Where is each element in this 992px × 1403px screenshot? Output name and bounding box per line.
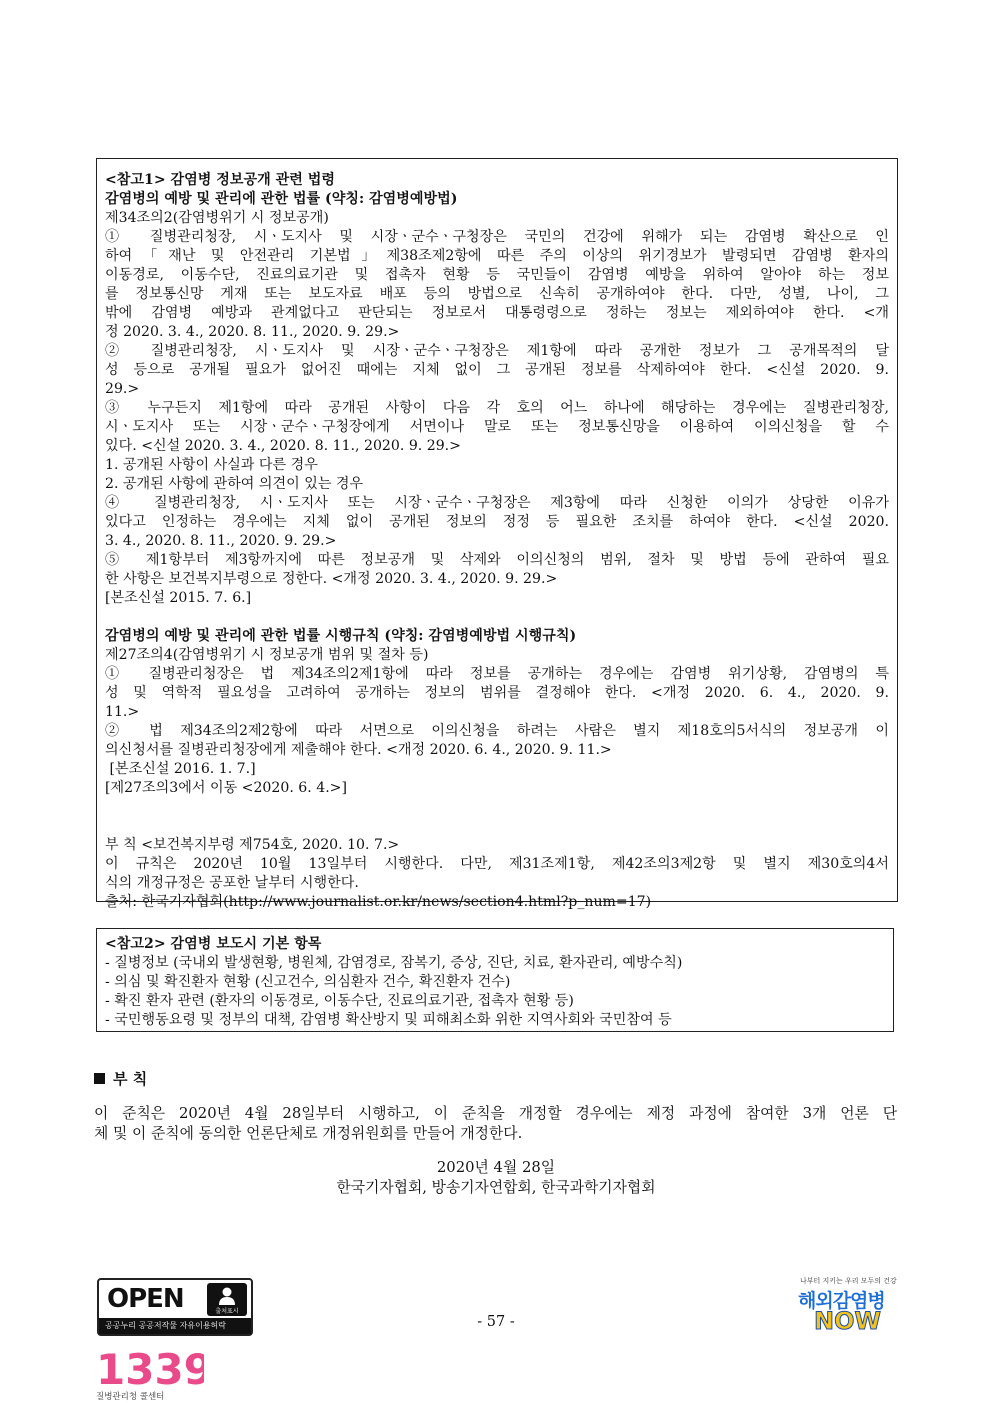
law1-article: 제34조의2(감염병위기 시 정보공개) — [105, 210, 329, 226]
law-line: 밖에 감염병 예방과 관계없다고 판단되는 정보로서 대통령령으로 정하는 정보는 제외하여야 한다. <개 — [105, 305, 889, 321]
ref1-title: <참고1> 감염병 정보공개 관련 법령 — [105, 172, 336, 188]
now-tagline: 나부터 지키는 우리 모두의 건강 — [800, 1277, 897, 1285]
ref2-title: <참고2> 감염병 보도시 기본 항목 — [105, 936, 322, 952]
supplement-body — [94, 1104, 897, 1144]
law-line: 한 사항은 보건복지부령으로 정한다. <개정 2020. 3. 4., 2020. 9. 29.> — [105, 571, 558, 587]
law2-article: 제27조의4(감염병위기 시 정보공개 범위 및 절차 등) — [105, 647, 429, 663]
open-badge-caption: 공공누리 공공저작물 자유이용허락 — [99, 1318, 251, 1334]
logo-1339-mark — [94, 1344, 204, 1390]
addenda-line: 식의 개정규정은 공포한 날부터 시행한다. — [105, 875, 359, 891]
now-word: NOW — [814, 1307, 881, 1335]
rule-line: 의신청서를 질병관리청장에게 제출해야 한다. <개정 2020. 6. 4., 2020. 9. 11.> — [105, 742, 612, 758]
attribution-person-icon — [207, 1283, 247, 1316]
ref2-item: - 확진 환자 관련 (환자의 이동경로, 이동수단, 진료의료기관, 접촉자 현황 등) — [105, 993, 574, 1009]
law-line: 있다고 인정하는 경우에는 지체 없이 공개된 정보의 정정 등 필요한 조치를 하여야 한다. <신설 2020. — [105, 514, 889, 530]
law-line: ④ 질병관리청장, 시ㆍ도지사 또는 시장ㆍ군수ㆍ구청장은 제3항에 따라 신청한 이의가 상당한 이유가 — [105, 495, 889, 511]
supplement-signature — [0, 1158, 992, 1198]
spacer — [105, 608, 889, 627]
law-line: ③ 누구든지 제1항에 따라 공개된 사항이 다음 각 호의 어느 하나에 해당하는 경우에는 질병관리청장, — [105, 400, 889, 416]
open-word: OPEN — [107, 1284, 184, 1314]
supplement-line: 이 준칙은 2020년 4월 28일부터 시행하고, 이 준칙을 개정할 경우에는 제정 과정에 참여한 3개 언론 단 — [94, 1105, 897, 1122]
law-line: 이동경로, 이동수단, 진료의료기관 및 접촉자 현황 등 국민들이 감염병 예방을 위하여 알아야 하는 정보 — [105, 267, 889, 283]
overseas-infection-now-logo — [786, 1276, 906, 1340]
law-line: 있다. <신설 2020. 3. 4., 2020. 8. 11., 2020. 9. 29.> — [105, 438, 461, 454]
addenda-line: 이 규칙은 2020년 10월 13일부터 시행한다. 다만, 제31조제1항, 제42조의3제2항 및 별지 제30호의4서 — [105, 856, 889, 872]
supplement-line: 체 및 이 준칙에 동의한 언론단체로 개정위원회를 만들어 개정한다. — [94, 1125, 523, 1142]
law-line: 하여「재난 및 안전관리 기본법」제38조제2항에 따른 주의 이상의 위기경보가 발령되면 감염병 환자의 — [105, 248, 889, 264]
law-line: ① 질병관리청장, 시ㆍ도지사 및 시장ㆍ군수ㆍ구청장은 국민의 건강에 위해가 되는 감염병 확산으로 인 — [105, 229, 889, 245]
law-line: 시ㆍ도지사 또는 시장ㆍ군수ㆍ구청장에게 서면이나 말로 또는 정보통신망을 이용하여 이의신청을 할 수 — [105, 419, 889, 435]
open-badge-mark: 출처표시 — [215, 1308, 239, 1315]
supplement-heading — [94, 1068, 147, 1089]
law-line: ② 질병관리청장, 시ㆍ도지사 및 시장ㆍ군수ㆍ구청장은 제1항에 따라 공개한 정보가 그 공개목적의 달 — [105, 343, 889, 359]
supplement-date: 2020년 4월 28일 — [436, 1159, 556, 1176]
rule-line: [본조신설 2016. 1. 7.] — [105, 761, 256, 777]
square-bullet-icon — [94, 1073, 105, 1084]
law1-title: 감염병의 예방 및 관리에 관한 법률 (약칭: 감염병예방법) — [105, 191, 458, 207]
logo-1339-caption: 질병관리청 콜센터 — [96, 1392, 165, 1402]
open-badge-top — [99, 1280, 251, 1318]
rule-line: 11.> — [105, 704, 140, 720]
law-line: 1. 공개된 사항이 사실과 다른 경우 — [105, 457, 318, 473]
addenda-line: 부 칙 <보건복지부령 제754호, 2020. 10. 7.> — [105, 837, 400, 853]
ref2-item: - 질병정보 (국내외 발생현황, 병원체, 감염경로, 잠복기, 증상, 진단, 치료, 환자관리, 예방수칙) — [105, 955, 683, 971]
supplement-signers: 한국기자협회, 방송기자연합회, 한국과학기자협회 — [336, 1179, 656, 1196]
ref2-item: - 의심 및 확진환자 현황 (신고건수, 의심환자 건수, 확진환자 건수) — [105, 974, 511, 990]
law-line: 정 2020. 3. 4., 2020. 8. 11., 2020. 9. 29.> — [105, 324, 400, 340]
law-line: 성 등으로 공개될 필요가 없어진 때에는 지체 없이 그 공개된 정보를 삭제하여야 한다. <신설 2020. 9. — [105, 362, 889, 378]
law-line: 2. 공개된 사항에 관하여 의견이 있는 경우 — [105, 476, 364, 492]
now-title: 해외감염병 — [798, 1290, 885, 1312]
ref2-item: - 국민행동요령 및 정부의 대책, 감염병 확산방지 및 피해최소화 위한 지역사회와 국민참여 등 — [105, 1012, 672, 1028]
page-number: - 57 - — [477, 1314, 515, 1330]
source-line: 출처: 한국기자협회(http://www.journalist.or.kr/news/section4.html?p_num=17) — [105, 894, 652, 910]
kdca-1339-logo — [94, 1344, 204, 1402]
logo-1339-number: 1339 — [96, 1345, 204, 1390]
rule-line: ② 법 제34조의2제2항에 따라 서면으로 이의신청을 하려는 사람은 별지 제18호의5서식의 정보공개 이 — [105, 723, 889, 739]
law-line: [본조신설 2015. 7. 6.] — [105, 590, 252, 606]
supplement-heading-text: 부 칙 — [113, 1070, 148, 1088]
law-line: 를 정보통신망 게재 또는 보도자료 배포 등의 방법으로 신속히 공개하여야 한다. 다만, 성별, 나이, 그 — [105, 286, 889, 302]
reference-1-box — [96, 158, 898, 910]
law-line: 3. 4., 2020. 8. 11., 2020. 9. 29.> — [105, 533, 337, 549]
rule-line: [제27조의3에서 이동 <2020. 6. 4.>] — [105, 780, 347, 796]
reference-2-box — [96, 928, 894, 1032]
spacer — [105, 798, 889, 836]
law-line: ⑤ 제1항부터 제3항까지에 따른 정보공개 및 삭제와 이의신청의 범위, 절차 및 방법 등에 관하여 필요 — [105, 552, 889, 568]
rule-line: 성 및 역학적 필요성을 고려하여 공개하는 정보의 범위를 결정해야 한다. <개정 2020. 6. 4., 2020. 9. — [105, 685, 889, 701]
rule-line: ① 질병관리청장은 법 제34조의2제1항에 따라 정보를 공개하는 경우에는 감염병 위기상황, 감염병의 특 — [105, 666, 889, 682]
law-line: 29.> — [105, 381, 140, 397]
law2-title: 감염병의 예방 및 관리에 관한 법률 시행규칙 (약칭: 감염병예방법 시행규칙) — [105, 628, 577, 644]
